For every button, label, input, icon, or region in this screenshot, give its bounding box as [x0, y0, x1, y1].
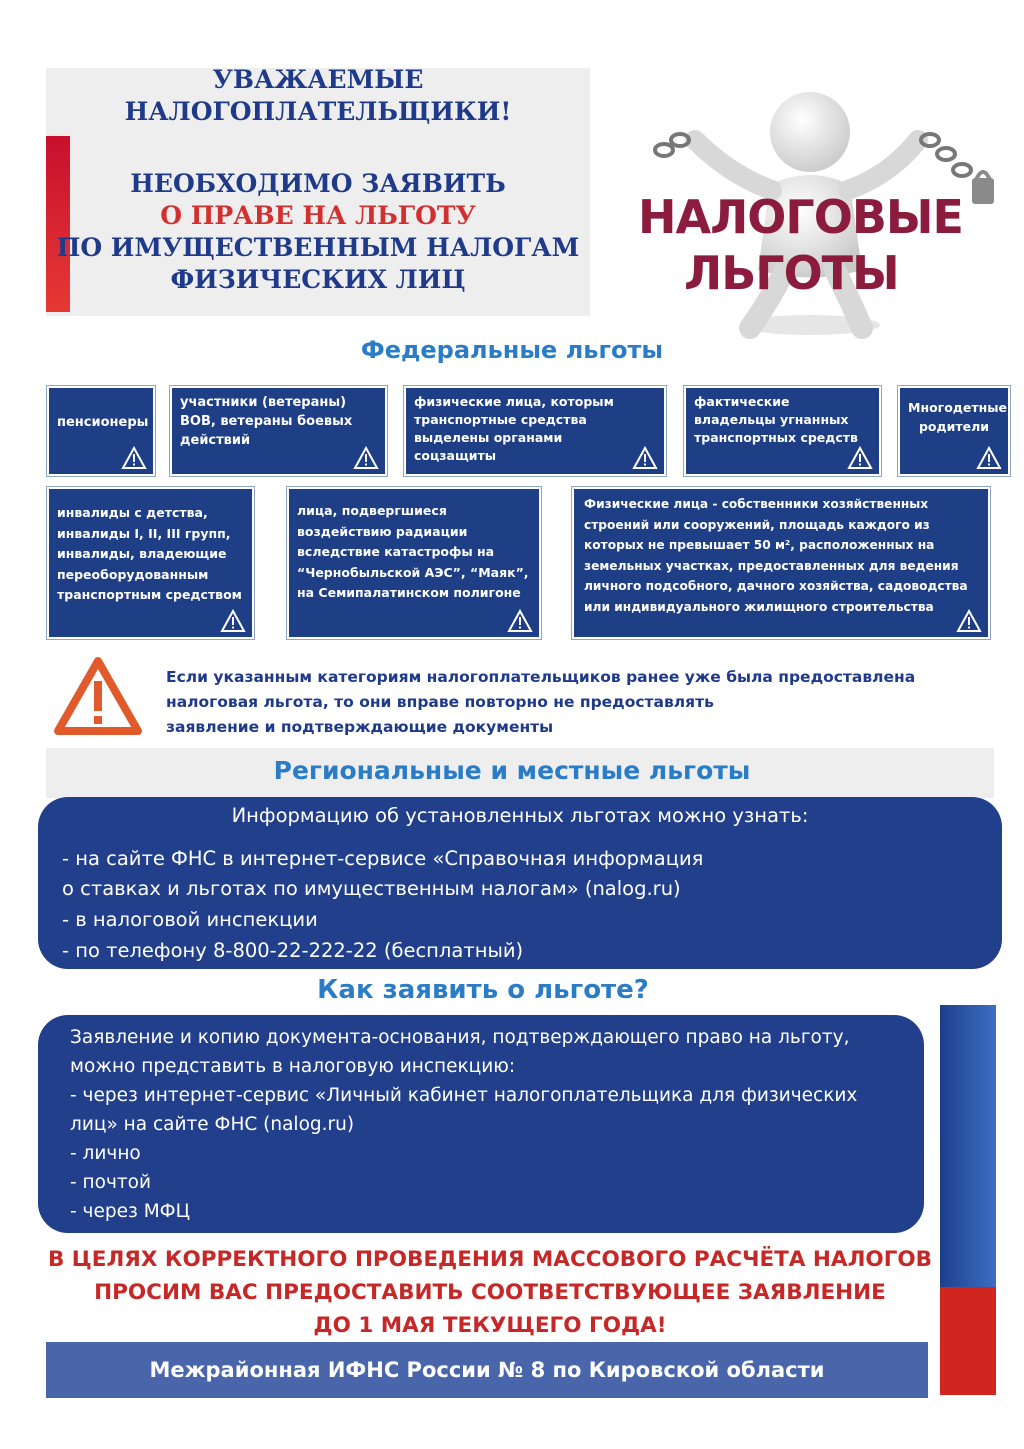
- header-line-6: ФИЗИЧЕСКИХ ЛИЦ: [170, 265, 466, 294]
- benefit-card: [170, 386, 387, 476]
- howto-title: Как заявить о льготе?: [317, 975, 649, 1005]
- warning-icon: [220, 609, 246, 633]
- regional-item: о ставках и льготах по имущественным налогам» (nalog.ru): [62, 877, 681, 900]
- notice-line: Если указанным категориям налогоплательщиков ранее уже была предоставлена: [166, 668, 916, 686]
- benefit-card-label: участники (ветераны) ВОВ, ветераны боевых действий: [180, 395, 353, 448]
- side-blue-stripe: [940, 1005, 996, 1287]
- hero-title-line-1: НАЛОГОВЫЕ: [638, 190, 963, 244]
- howto-line: - через МФЦ: [70, 1201, 190, 1222]
- regional-item: - по телефону 8-800-22-222-22 (бесплатный): [62, 939, 524, 962]
- header-line-5: ПО ИМУЩЕСТВЕННЫМ НАЛОГАМ: [56, 233, 580, 262]
- benefit-card-label: физические лица, которым транспортные средства выделены органами соцзащиты: [414, 394, 614, 463]
- footer-office: Межрайонная ИФНС России № 8 по Кировской области: [46, 1342, 928, 1398]
- benefit-card: [47, 386, 155, 476]
- header-line-1: УВАЖАЕМЫЕ: [212, 65, 424, 94]
- hero-title-line-2: ЛЬГОТЫ: [684, 246, 899, 300]
- deadline-alert-line: ДО 1 МАЯ ТЕКУЩЕГО ГОДА!: [313, 1313, 667, 1338]
- federal-title: Федеральные льготы: [360, 336, 664, 364]
- header-line-3: НЕОБХОДИМО ЗАЯВИТЬ: [130, 169, 506, 198]
- notice-line: заявление и подтверждающие документы: [166, 718, 554, 736]
- benefit-card-label: Физические лица - собственники хозяйственных строений или сооружений, площадь каждого из которых не превышает 50 м², расположенных на земельных участках, предоставленных для ведения личного подсобного, дачного хозяйства, садоводства или индивидуального жилищного строительства: [584, 497, 968, 614]
- howto-panel: [38, 1015, 924, 1233]
- repeat-notice: [166, 665, 926, 740]
- warning-icon: [632, 446, 658, 470]
- benefit-card-label: инвалиды с детства, инвалиды I, II, III групп, инвалиды, владеющие переоборудованным транспортным средством: [57, 505, 242, 602]
- warning-icon: [976, 446, 1002, 470]
- header-line-4: О ПРАВЕ НА ЛЬГОТУ: [160, 201, 476, 230]
- benefit-card: [47, 487, 254, 639]
- benefit-card-label: фактические владельцы угнанных транспортных средств: [694, 394, 858, 445]
- benefit-card-label: пенсионеры: [57, 415, 149, 430]
- benefit-card: [572, 487, 990, 639]
- header-line-2: НАЛОГОПЛАТЕЛЬЩИКИ!: [124, 97, 512, 126]
- benefit-card-label: Многодетные родители: [908, 400, 1008, 434]
- warning-icon: [121, 446, 147, 470]
- benefit-card-label: лица, подвергшиеся воздействию радиации вследствие катастрофы на “Чернобыльской АЭС”, “Маяк”, на Семипалатинском полигоне: [297, 503, 529, 600]
- benefit-card: [898, 386, 1010, 476]
- warning-icon: [507, 609, 533, 633]
- benefit-card: [404, 386, 666, 476]
- warning-icon: [847, 446, 873, 470]
- regional-item: - в налоговой инспекции: [62, 908, 318, 931]
- side-red-stripe: [940, 1287, 996, 1395]
- warning-icon: [956, 609, 982, 633]
- howto-line: - через интернет-сервис «Личный кабинет налогоплательщика для физических: [70, 1085, 858, 1106]
- regional-item: - на сайте ФНС в интернет-сервисе «Справочная информация: [62, 847, 704, 870]
- deadline-alert-line: ПРОСИМ ВАС ПРЕДОСТАВИТЬ СООТВЕТСТВУЮЩЕЕ ЗАЯВЛЕНИЕ: [94, 1280, 886, 1305]
- benefit-card: [684, 386, 881, 476]
- regional-title: Региональные и местные льготы: [273, 756, 751, 785]
- deadline-alert-line: В ЦЕЛЯХ КОРРЕКТНОГО ПРОВЕДЕНИЯ МАССОВОГО РАСЧЁТА НАЛОГОВ: [47, 1247, 933, 1272]
- notice-line: налоговая льгота, то они вправе повторно не предоставлять: [166, 693, 714, 711]
- regional-info-panel: [38, 797, 1002, 969]
- howto-line: - почтой: [70, 1172, 152, 1193]
- big-warning-icon: [52, 655, 144, 737]
- warning-icon: [353, 446, 379, 470]
- howto-line: лиц» на сайте ФНС (nalog.ru): [70, 1114, 355, 1135]
- regional-intro: Информацию об установленных льготах можно узнать:: [231, 804, 809, 827]
- howto-line: - лично: [70, 1143, 141, 1164]
- howto-line: Заявление и копию документа-основания, подтверждающего право на льготу,: [70, 1027, 850, 1048]
- benefit-card: [287, 487, 541, 639]
- howto-line: можно представить в налоговую инспекцию:: [70, 1056, 516, 1077]
